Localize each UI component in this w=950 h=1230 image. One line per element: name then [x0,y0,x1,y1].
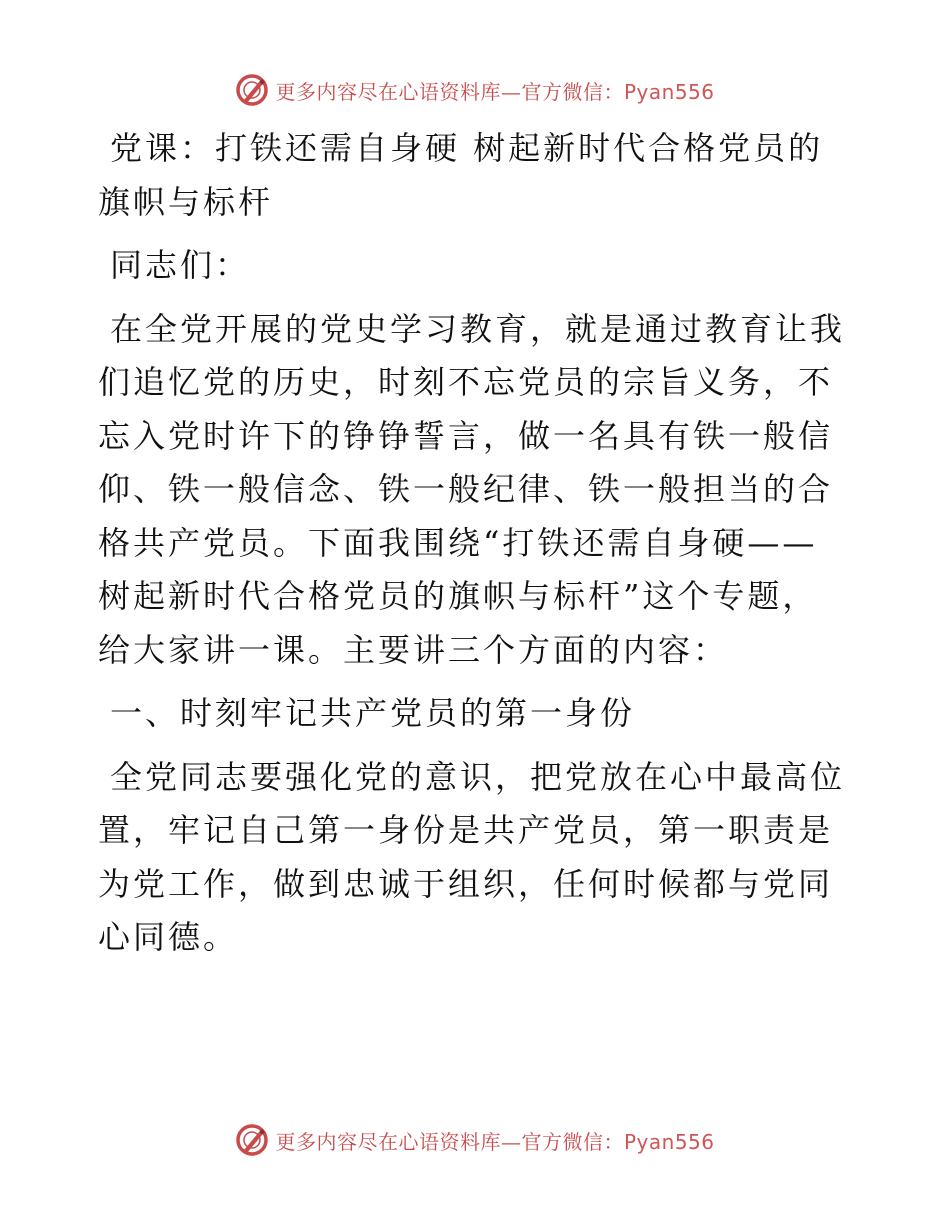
watermark-id: Pyan556 [623,1129,715,1154]
header-watermark [0,70,950,110]
document-body [98,122,850,965]
intro-paragraph: 在全党开展的党史学习教育，就是通过教育让我们追忆党的历史，时刻不忘党员的宗旨义务，不忘入党时许下的铮铮誓言，做一名具有铁一般信仰、铁一般信念、铁一般纪律、铁一般担当的合格共产党员。下面我围绕“打铁还需自身硬——树起新时代合格党员的旗帜与标杆”这个专题，给大家讲一课。主要讲三个方面的内容： [98,309,846,669]
pen-circle-logo-icon [235,73,269,107]
footer-watermark [0,1120,950,1160]
watermark-text: 更多内容尽在心语资料库—官方微信：Pyan556 [275,1129,715,1154]
pen-circle-logo-icon [235,1123,269,1157]
section-1-paragraph: 全党同志要强化党的意识，把党放在心中最高位置，牢记自己第一身份是共产党员，第一职责是为党工作，做到忠诚于组织，任何时候都与党同心同德。 [98,757,846,956]
watermark-id: Pyan556 [623,79,715,104]
watermark-text: 更多内容尽在心语资料库—官方微信：Pyan556 [275,79,715,104]
section-heading-1: 一、时刻牢记共产党员的第一身份 [110,694,636,732]
greeting: 同志们： [110,246,251,284]
document-title: 党课：打铁还需自身硬 树起新时代合格党员的旗帜与标杆 [98,129,824,221]
